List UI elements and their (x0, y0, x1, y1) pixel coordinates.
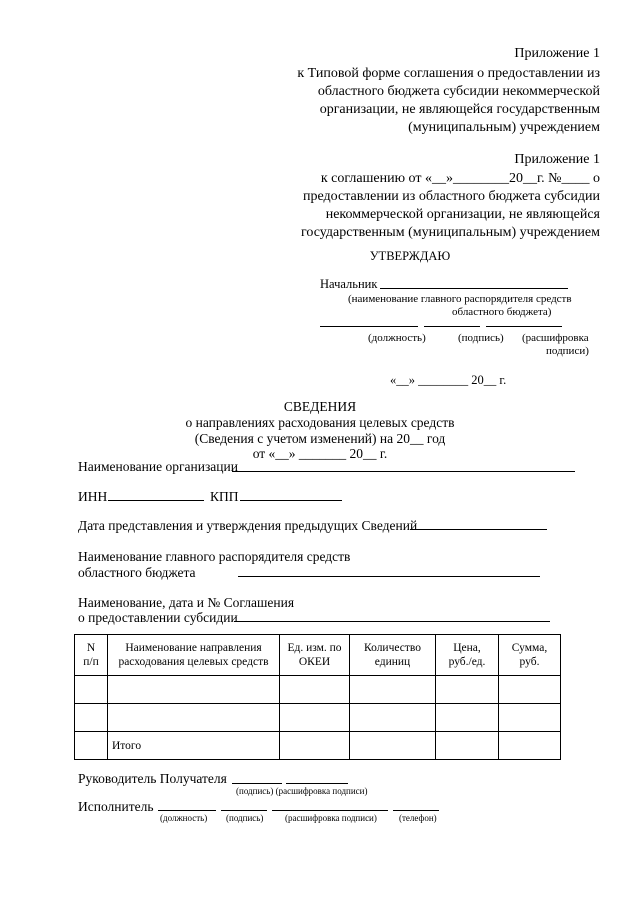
position-line[interactable] (320, 326, 418, 327)
inn-label: ИНН (78, 489, 108, 504)
col-header-quantity: Количество единиц (350, 635, 436, 676)
main-manager-label: Наименование главного распорядителя средств (78, 549, 351, 564)
inn-field[interactable] (108, 500, 204, 501)
signature-caption: (подпись) (458, 332, 504, 344)
position-caption: (должность) (368, 332, 426, 344)
appendix2-line: некоммерческой организации, не являющейся (325, 207, 600, 222)
table-header-row (75, 635, 561, 676)
exec-position-caption: (должность) (160, 813, 208, 823)
chief-caption: областного бюджета) (452, 306, 552, 318)
table-cell[interactable] (350, 704, 436, 732)
exec-signature-caption: (подпись) (226, 813, 264, 823)
appendix1-line: областного бюджета субсидии некоммерческой (317, 84, 600, 99)
agreement-label: Наименование, дата и № Соглашения (78, 595, 295, 610)
appendix2-line: предоставлении из областного бюджета субсидии (302, 189, 600, 204)
table-cell[interactable] (280, 732, 350, 760)
table-cell[interactable] (280, 704, 350, 732)
approval-heading: УТВЕРЖДАЮ (369, 249, 451, 263)
col-header-sum: Сумма, руб. (499, 635, 561, 676)
col-header-direction: Наименование направления расходования целевых средств (108, 635, 280, 676)
appendix1-line: к Типовой форме соглашения о предоставлении из (297, 66, 600, 81)
decoding-caption: подписи) (546, 345, 589, 357)
col-header-price: Цена, руб./ед. (436, 635, 499, 676)
table-cell[interactable] (280, 676, 350, 704)
head-decoding-line[interactable] (286, 783, 348, 784)
approval-date[interactable]: «__» ________ 20__ г. (390, 373, 507, 387)
appendix1-line: (муниципальным) учреждением (408, 120, 600, 135)
table-cell[interactable] (436, 676, 499, 704)
exec-phone-line[interactable] (393, 810, 439, 811)
table-total-row (75, 732, 561, 760)
col-header-unit: Ед. изм. по ОКЕИ (280, 635, 350, 676)
exec-decoding-caption: (расшифровка подписи) (285, 813, 377, 823)
table-cell[interactable] (499, 732, 561, 760)
exec-decoding-line[interactable] (272, 810, 388, 811)
table-cell[interactable] (108, 676, 280, 704)
table-cell[interactable] (436, 732, 499, 760)
org-name-field[interactable] (232, 471, 575, 472)
appendix2-line: к соглашению от «__»________20__г. №____ о (320, 171, 600, 186)
table-row (75, 676, 561, 704)
head-caption: (подпись) (расшифровка подписи) (236, 786, 368, 796)
chief-label: Начальник (320, 277, 378, 291)
head-label: Руководитель Получателя (78, 771, 227, 786)
head-signature-line[interactable] (232, 783, 282, 784)
kpp-field[interactable] (240, 500, 342, 501)
table-cell[interactable] (75, 704, 108, 732)
agreement-label: о предоставлении субсидии (78, 610, 238, 625)
table-cell[interactable] (75, 676, 108, 704)
decoding-line[interactable] (486, 326, 562, 327)
document-subtitle: о направлениях расходования целевых средств (185, 415, 455, 430)
executor-label: Исполнитель (78, 799, 154, 814)
exec-signature-line[interactable] (221, 810, 267, 811)
table-cell[interactable] (350, 732, 436, 760)
table-cell[interactable] (350, 676, 436, 704)
prev-date-label: Дата представления и утверждения предыдущих Сведений (78, 518, 418, 533)
table-cell[interactable] (436, 704, 499, 732)
table-cell[interactable] (499, 704, 561, 732)
expenses-table (74, 634, 561, 760)
chief-caption: (наименование главного распорядителя средств (348, 293, 572, 305)
main-manager-label: областного бюджета (78, 565, 196, 580)
org-name-label: Наименование организации (78, 459, 238, 474)
col-header-number: N п/п (75, 635, 108, 676)
decoding-caption: (расшифровка (522, 332, 589, 344)
exec-phone-caption: (телефон) (399, 813, 437, 823)
total-label: Итого (108, 732, 280, 760)
agreement-field[interactable] (234, 621, 550, 622)
table-cell[interactable] (75, 732, 108, 760)
table-cell[interactable] (499, 676, 561, 704)
exec-position-line[interactable] (158, 810, 216, 811)
appendix2-line: государственным (муниципальным) учреждением (301, 225, 600, 240)
document-subtitle: (Сведения с учетом изменений) на 20__ год (194, 431, 446, 446)
table-row (75, 704, 561, 732)
signature-line[interactable] (424, 326, 480, 327)
table-cell[interactable] (108, 704, 280, 732)
appendix2-title: Приложение 1 (514, 152, 600, 167)
chief-name-line[interactable] (380, 288, 568, 289)
main-manager-field[interactable] (238, 576, 540, 577)
prev-date-field[interactable] (410, 529, 547, 530)
document-title: СВЕДЕНИЯ (283, 399, 357, 414)
appendix1-line: организации, не являющейся государственным (319, 102, 600, 117)
appendix1-title: Приложение 1 (514, 46, 600, 61)
document-date[interactable]: от «__» _______ 20__ г. (252, 446, 388, 461)
kpp-label: КПП (210, 489, 239, 504)
